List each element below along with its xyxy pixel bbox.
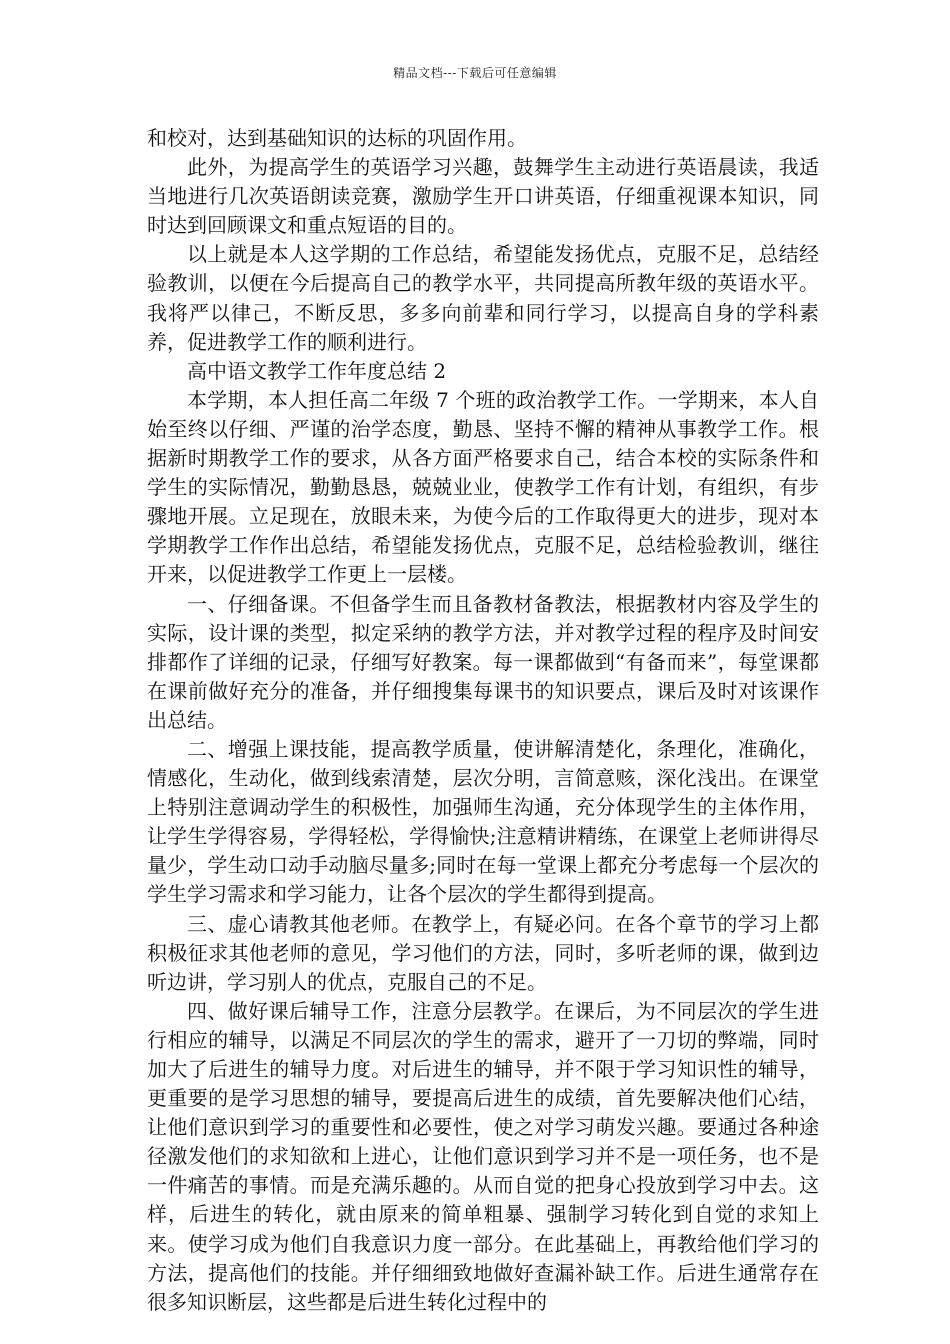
paragraph-continuation: 和校对，达到基础知识的达标的巩固作用。 [147, 126, 527, 150]
paragraph-intro: 本学期，本人担任高二年级 7 个班的政治教学工作。一学期来，本人自始至终以仔细、严谨的治学态度，勤恳、坚持不懈的精神从事教学工作。根据新时期教学工作的要求，从各方面严格要求自己，结合本校的实际条件和学生的实际情况，勤勤恳恳，兢兢业业，使教学工作有计划，有组织，有步骤地开展。立足现在，放眼未来，为使今后的工作取得更大的进步，现对本学期教学工作作出总结，希望能发扬优点，克服不足，总结检验教训，继往开来，以促进教学工作更上一层楼。 [147, 387, 819, 587]
document-body [147, 124, 819, 1317]
section-heading: 高中语文教学工作年度总结 2 [187, 358, 447, 383]
paragraph-point-4: 四、做好课后辅导工作，注意分层教学。在课后，为不同层次的学生进行相应的辅导，以满足不同层次的学生的需求，避开了一刀切的弊端，同时加大了后进生的辅导力度。对后进生的辅导，并不限于学习知识性的辅导，更重要的是学习思想的辅导，要提高后进生的成绩，首先要解决他们心结，让他们意识到学习的重要性和必要性，使之对学习萌发兴趣。要通过各种途径激发他们的求知欲和上进心，让他们意识到学习并不是一项任务，也不是一件痛苦的事情。而是充满乐趣的。从而自觉的把身心投放到学习中去。这样，后进生的转化，就由原来的简单粗暴、强制学习转化到自觉的求知上来。使学习成为他们自我意识力度一部分。在此基础上，再教给他们学习的方法，提高他们的技能。并仔细细致地做好查漏补缺工作。后进生通常存在很多知识断层，这些都是后进生转化过程中的 [147, 998, 819, 1314]
paragraph-english-interest: 此外，为提高学生的英语学习兴趣，鼓舞学生主动进行英语晨读，我适当地进行几次英语朗读竞赛，激励学生开口讲英语，仔细重视课本知识，同时达到回顾课文和重点短语的目的。 [147, 155, 819, 238]
paragraph-point-3: 三、虚心请教其他老师。在教学上，有疑必问。在各个章节的学习上都积极征求其他老师的意见，学习他们的方法，同时，多听老师的课，做到边听边讲，学习别人的优点，克服自己的不足。 [147, 911, 819, 994]
page-header: 精品文档---下载后可任意编辑 [393, 66, 557, 80]
paragraph-point-2: 二、增强上课技能，提高教学质量，使讲解清楚化，条理化，准确化，情感化，生动化，做到线索清楚，层次分明，言简意赅，深化浅出。在课堂上特别注意调动学生的积极性，加强师生沟通，充分体现学生的主体作用，让学生学得容易，学得轻松，学得愉快;注意精讲精练，在课堂上老师讲得尽量少，学生动口动手动脑尽量多;同时在每一堂课上都充分考虑每一个层次的学生学习需求和学习能力，让各个层次的学生都得到提高。 [147, 736, 819, 907]
paragraph-point-1: 一、仔细备课。不但备学生而且备教材备教法，根据教材内容及学生的实际，设计课的类型，拟定采纳的教学方法，并对教学过程的程序及时间安排都作了详细的记录，仔细写好教案。每一课都做到“有备而来”，每堂课都在课前做好充分的准备，并仔细搜集每课书的知识要点，课后及时对该课作出总结。 [147, 591, 819, 732]
paragraph-summary: 以上就是本人这学期的工作总结，希望能发扬优点，克服不足，总结经验教训，以便在今后提高自己的教学水平，共同提高所教年级的英语水平。我将严以律己，不断反思，多多向前辈和同行学习，以提高自身的学科素养，促进教学工作的顺利进行。 [147, 242, 819, 354]
